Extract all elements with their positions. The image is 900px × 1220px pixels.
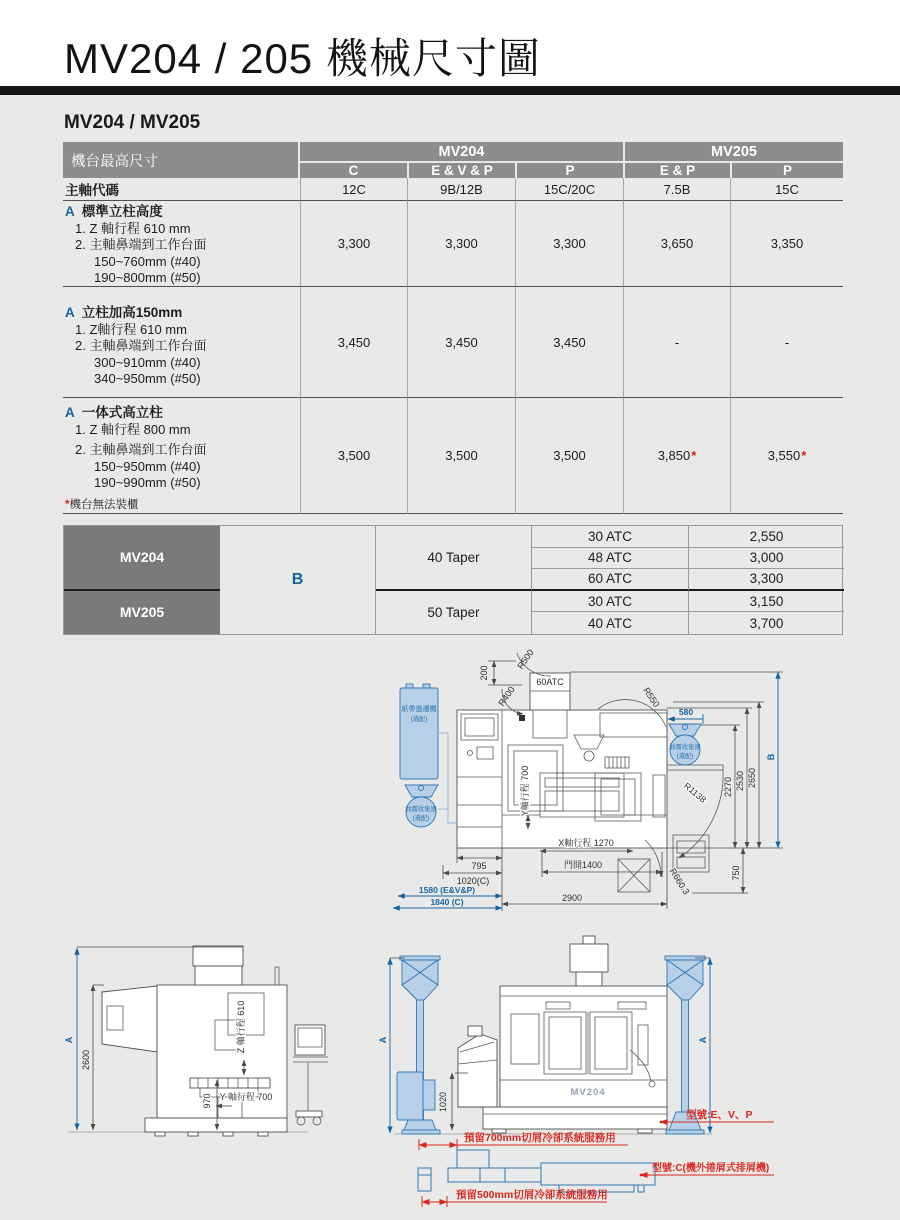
- front-view-drawing: [380, 928, 900, 1220]
- dim-1020c: 1020(C): [456, 876, 490, 886]
- mist-collector-label: 油霧收集器: [669, 744, 701, 751]
- spec-value: 3,500: [407, 398, 515, 514]
- atc-height: 3,000: [688, 548, 844, 570]
- dim-2600: 2600: [81, 1049, 91, 1071]
- footnote-star: *: [691, 448, 697, 463]
- dim-1020: 1020: [438, 1091, 448, 1113]
- spec-group-mv205: MV205: [623, 142, 843, 161]
- spec-value: 3,450: [515, 287, 623, 398]
- paper-filter-box: [400, 688, 438, 779]
- spec-value: 3,500: [300, 398, 407, 514]
- spec-value: 3,500: [515, 398, 623, 514]
- dim-1840: 1840 (C): [430, 897, 464, 907]
- optional-label: (選配): [676, 753, 694, 760]
- dim-b: B: [766, 753, 776, 761]
- spec-corner-cell: 機台最高尺寸: [63, 142, 300, 178]
- atc-taper-40: 40 Taper: [376, 526, 532, 591]
- atc-table: [63, 525, 843, 635]
- block-line: 340~950mm (#50): [94, 371, 201, 386]
- block-marker: A: [65, 305, 75, 320]
- spec-value-starred: 3,550 *: [730, 398, 843, 514]
- atc-taper-50: 50 Taper: [376, 591, 532, 634]
- block-line: 2. 主軸鼻端到工作台面: [75, 338, 207, 353]
- reserve-500-note: 預留500mm切屑冷卻系統服務用: [456, 1189, 608, 1201]
- block-title: 標準立柱高度: [81, 204, 163, 219]
- atc-b-cell: B: [220, 526, 376, 634]
- block-line: 1. Z 軸行程 800 mm: [75, 421, 191, 437]
- chip-conveyor-right: [665, 956, 705, 1134]
- dim-2270: 2270: [723, 776, 733, 798]
- dim-r400: R400: [496, 684, 517, 708]
- block-line: 2. 主軸鼻端到工作台面: [75, 237, 207, 252]
- atc-60-label: 60ATC: [536, 677, 564, 687]
- footnote-star: *: [801, 448, 807, 463]
- dim-970: 970: [202, 1093, 212, 1109]
- dim-r1138: R1138: [681, 780, 709, 805]
- block-line: 300~910mm (#40): [94, 354, 201, 370]
- machine-base-side: [145, 1118, 287, 1132]
- block-line: 1. Z 軸行程 610 mm: [75, 220, 191, 236]
- spec-value: 3,300: [407, 201, 515, 287]
- atc-cell: 60 ATC: [532, 569, 688, 591]
- optional-label: (選配): [410, 716, 428, 723]
- dim-580: 580: [678, 707, 694, 717]
- spec-group-mv204: MV204: [300, 142, 623, 161]
- external-conveyor-type-c: [418, 1150, 655, 1192]
- spec-col-head: P: [515, 163, 623, 178]
- dim-2530: 2530: [735, 770, 745, 792]
- spindle-value: 15C/20C: [515, 178, 623, 201]
- side-view-drawing: [58, 933, 403, 1168]
- block-line: 150~760mm (#40): [94, 253, 201, 269]
- spec-block-label: [63, 287, 300, 398]
- block-marker: A: [65, 204, 75, 219]
- atc-cell: 30 ATC: [532, 526, 688, 548]
- model-nameplate: MV204: [570, 1087, 606, 1098]
- machine-front: [458, 936, 667, 1133]
- optional-label: (選配): [412, 815, 430, 822]
- spec-value: 3,450: [300, 287, 407, 398]
- top-view-drawing: [390, 645, 870, 937]
- reserve-700-note: 預留700mm切屑冷卻系統服務用: [464, 1132, 616, 1144]
- type-c-note: 型號:C(機外捲屑式排屑機): [652, 1163, 770, 1174]
- spec-value: -: [730, 287, 843, 398]
- y-stroke-label: Y軸行程 700: [520, 765, 530, 817]
- atc-cell: 30 ATC: [532, 591, 688, 613]
- atc-height: 3,300: [688, 569, 844, 591]
- machine-hood: [102, 986, 157, 1052]
- spec-col-head: C: [300, 163, 407, 178]
- atc-model-mv205: MV205: [64, 591, 220, 634]
- chip-conveyor-left: [397, 956, 440, 1134]
- dim-r550: R550: [641, 685, 662, 709]
- spindle-value: 7.5B: [623, 178, 730, 201]
- spec-value: 3,350: [730, 201, 843, 287]
- dim-r660: R660.3: [667, 866, 692, 897]
- section-subtitle: MV204 / MV205: [64, 112, 201, 133]
- spec-col-head: E & P: [623, 163, 730, 178]
- y-stroke-label: Y 軸行程 700: [219, 1092, 273, 1102]
- dim-a-right: A: [698, 1036, 708, 1044]
- block-line: 1. Z軸行程 610 mm: [75, 321, 187, 337]
- atc-cell: 48 ATC: [532, 548, 688, 570]
- dim-795: 795: [471, 861, 487, 871]
- title-divider-bar: [0, 86, 900, 95]
- dim-200: 200: [479, 665, 489, 681]
- spindle-row-label: 主軸代碼: [63, 178, 300, 201]
- atc-height: 3,700: [688, 612, 844, 634]
- paper-filter-label: 紙帶過濾機: [401, 706, 437, 713]
- spec-value: 3,300: [300, 201, 407, 287]
- page-title: MV204 / 205 機械尺寸圖: [64, 35, 541, 82]
- dim-2650: 2650: [747, 767, 757, 789]
- spec-value-starred: 3,850 *: [623, 398, 730, 514]
- dim-a: A: [64, 1036, 74, 1044]
- spec-table: [63, 142, 843, 514]
- pendant-monitor: [295, 1025, 325, 1055]
- x-stroke-label: X軸行程 1270: [558, 838, 614, 848]
- spec-col-head: E & V & P: [407, 163, 515, 178]
- atc-cell: 40 ATC: [587, 615, 633, 631]
- spindle-value: 15C: [730, 178, 843, 201]
- atc-height: 2,550: [688, 526, 844, 548]
- type-evp-note: 型號:E、V、P: [686, 1109, 753, 1121]
- spec-col-head: P: [730, 163, 843, 178]
- dim-750: 750: [731, 865, 741, 881]
- spec-value: 3,650: [623, 201, 730, 287]
- block-marker: A: [65, 405, 75, 420]
- dim-2900: 2900: [561, 893, 583, 903]
- spec-value: 3,450: [407, 287, 515, 398]
- mist-collector-label: 油霧收集器: [405, 806, 437, 813]
- atc-height: 3,150: [688, 591, 844, 613]
- block-title: 一体式高立柱: [81, 405, 163, 420]
- atc-model-mv204: MV204: [64, 526, 220, 591]
- z-stroke-label: Z 軸行程 610: [236, 1000, 246, 1054]
- spindle-value: 12C: [300, 178, 407, 201]
- dim-r500: R500: [515, 647, 536, 671]
- block-line: 190~990mm (#50): [94, 475, 201, 490]
- table-footnote: *機台無法裝櫃: [65, 499, 139, 511]
- spec-block-label: [63, 201, 300, 287]
- spec-value: -: [623, 287, 730, 398]
- dim-a-left: A: [378, 1036, 388, 1044]
- dim-door: 門開1400: [563, 860, 603, 870]
- block-line: 2. 主軸鼻端到工作台面: [75, 442, 207, 457]
- block-title: 立柱加高150mm: [81, 305, 183, 320]
- spindle-value: 9B/12B: [407, 178, 515, 201]
- block-line: 190~800mm (#50): [94, 270, 201, 285]
- footnote-star: *: [65, 499, 70, 511]
- block-line: 150~950mm (#40): [94, 458, 201, 474]
- dim-1580: 1580 (E&V&P): [418, 885, 476, 895]
- spec-value: 3,300: [515, 201, 623, 287]
